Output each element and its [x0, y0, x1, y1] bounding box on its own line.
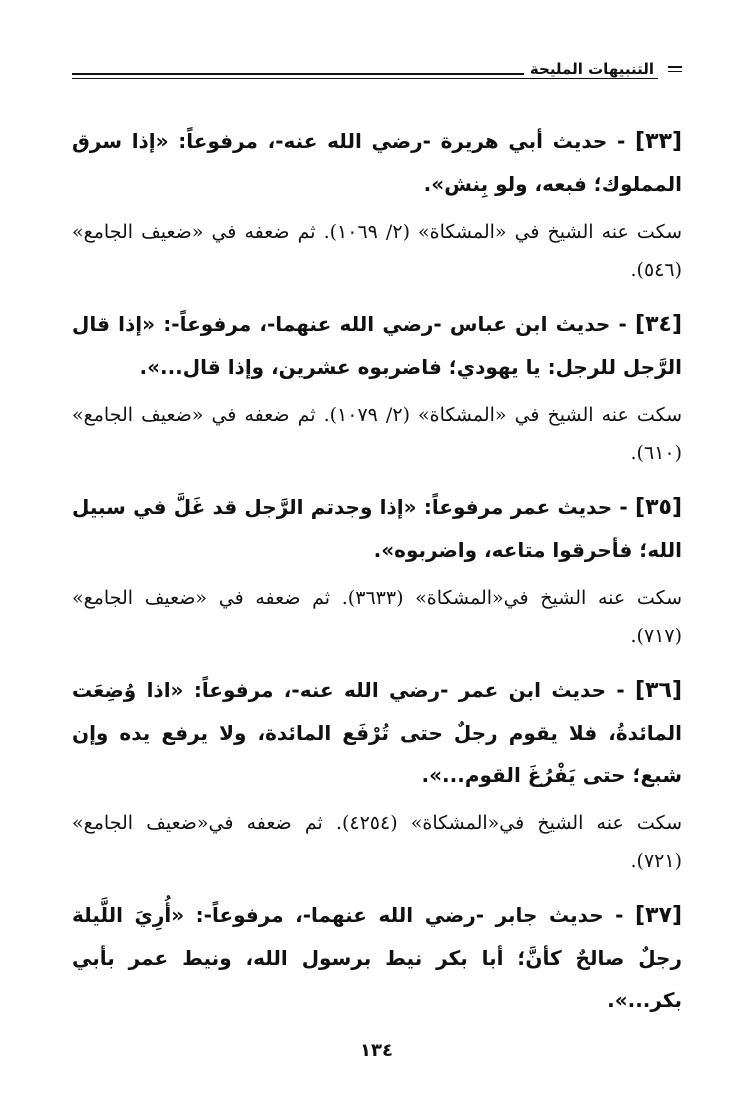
running-header	[72, 58, 682, 88]
header-ornament	[668, 66, 682, 72]
hadith-body: - حديث جابر -رضي الله عنهما-، مرفوعاً-: «أُرِيَ اللَّيلة رجلٌ صالحٌ كأنَّ؛ أبا بكر نيط برسول الله، ونيط عمر بأبي بكر...».	[72, 903, 682, 1012]
hadith-body: - حديث ابن عمر -رضي الله عنه-، مرفوعاً: «اذا وُضِعَت المائدةُ، فلا يقوم رجلٌ حتى تُرْفَع المائدة، ولا يرفع يده وإن شبع؛ حتى يَفْرُغَ القوم...».	[72, 678, 682, 787]
hadith-text	[72, 303, 682, 388]
hadith-number: [٣٤]	[635, 312, 682, 337]
hadith-text	[72, 669, 682, 796]
hadith-commentary: سكت عنه الشيخ في«المشكاة» (٣٦٣٣). ثم ضعفه في «ضعيف الجامع» (٧١٧).	[72, 587, 682, 647]
hadith-number: [٣٧]	[635, 903, 682, 928]
hadith-entry-36	[72, 669, 682, 880]
hadith-commentary: سكت عنه الشيخ في«المشكاة» (٤٢٥٤). ثم ضعفه في«ضعيف الجامع» (٧٢١).	[72, 812, 682, 872]
hadith-commentary: سكت عنه الشيخ في «المشكاة» (٢/ ١٠٧٩). ثم ضعفه في «ضعيف الجامع» (٦١٠).	[72, 404, 682, 464]
hadith-body: - حديث أبي هريرة -رضي الله عنه-، مرفوعاً: «إذا سرق المملوك؛ فبعه، ولو بِنش».	[72, 129, 682, 196]
hadith-body: - حديث عمر مرفوعاً: «إذا وجدتم الرَّجل قد غَلَّ في سبيل الله؛ فأحرقوا متاعه، واضربوه».	[72, 495, 682, 562]
hadith-entry-33	[72, 120, 682, 289]
hadith-text	[72, 120, 682, 205]
hadith-text	[72, 486, 682, 571]
hadith-commentary: سكت عنه الشيخ في «المشكاة» (٢/ ١٠٦٩). ثم ضعفه في «ضعيف الجامع» (٥٤٦).	[72, 221, 682, 281]
hadith-entry-37	[72, 894, 682, 1021]
running-title: التنبيهات المليحة	[524, 60, 660, 78]
hadith-number: [٣٥]	[635, 495, 682, 520]
hadith-entry-35	[72, 486, 682, 655]
hadith-entry-34	[72, 303, 682, 472]
hadith-body: - حديث ابن عباس -رضي الله عنهما-، مرفوعاً-: «إذا قال الرَّجل للرجل: يا يهودي؛ فاضربوه عشرين، وإذا قال...».	[72, 312, 682, 379]
hadith-text	[72, 894, 682, 1021]
hadith-number: [٣٣]	[635, 129, 682, 154]
page-number: ١٣٤	[360, 1040, 393, 1061]
hadith-number: [٣٦]	[635, 678, 682, 703]
page-body	[72, 120, 682, 1031]
